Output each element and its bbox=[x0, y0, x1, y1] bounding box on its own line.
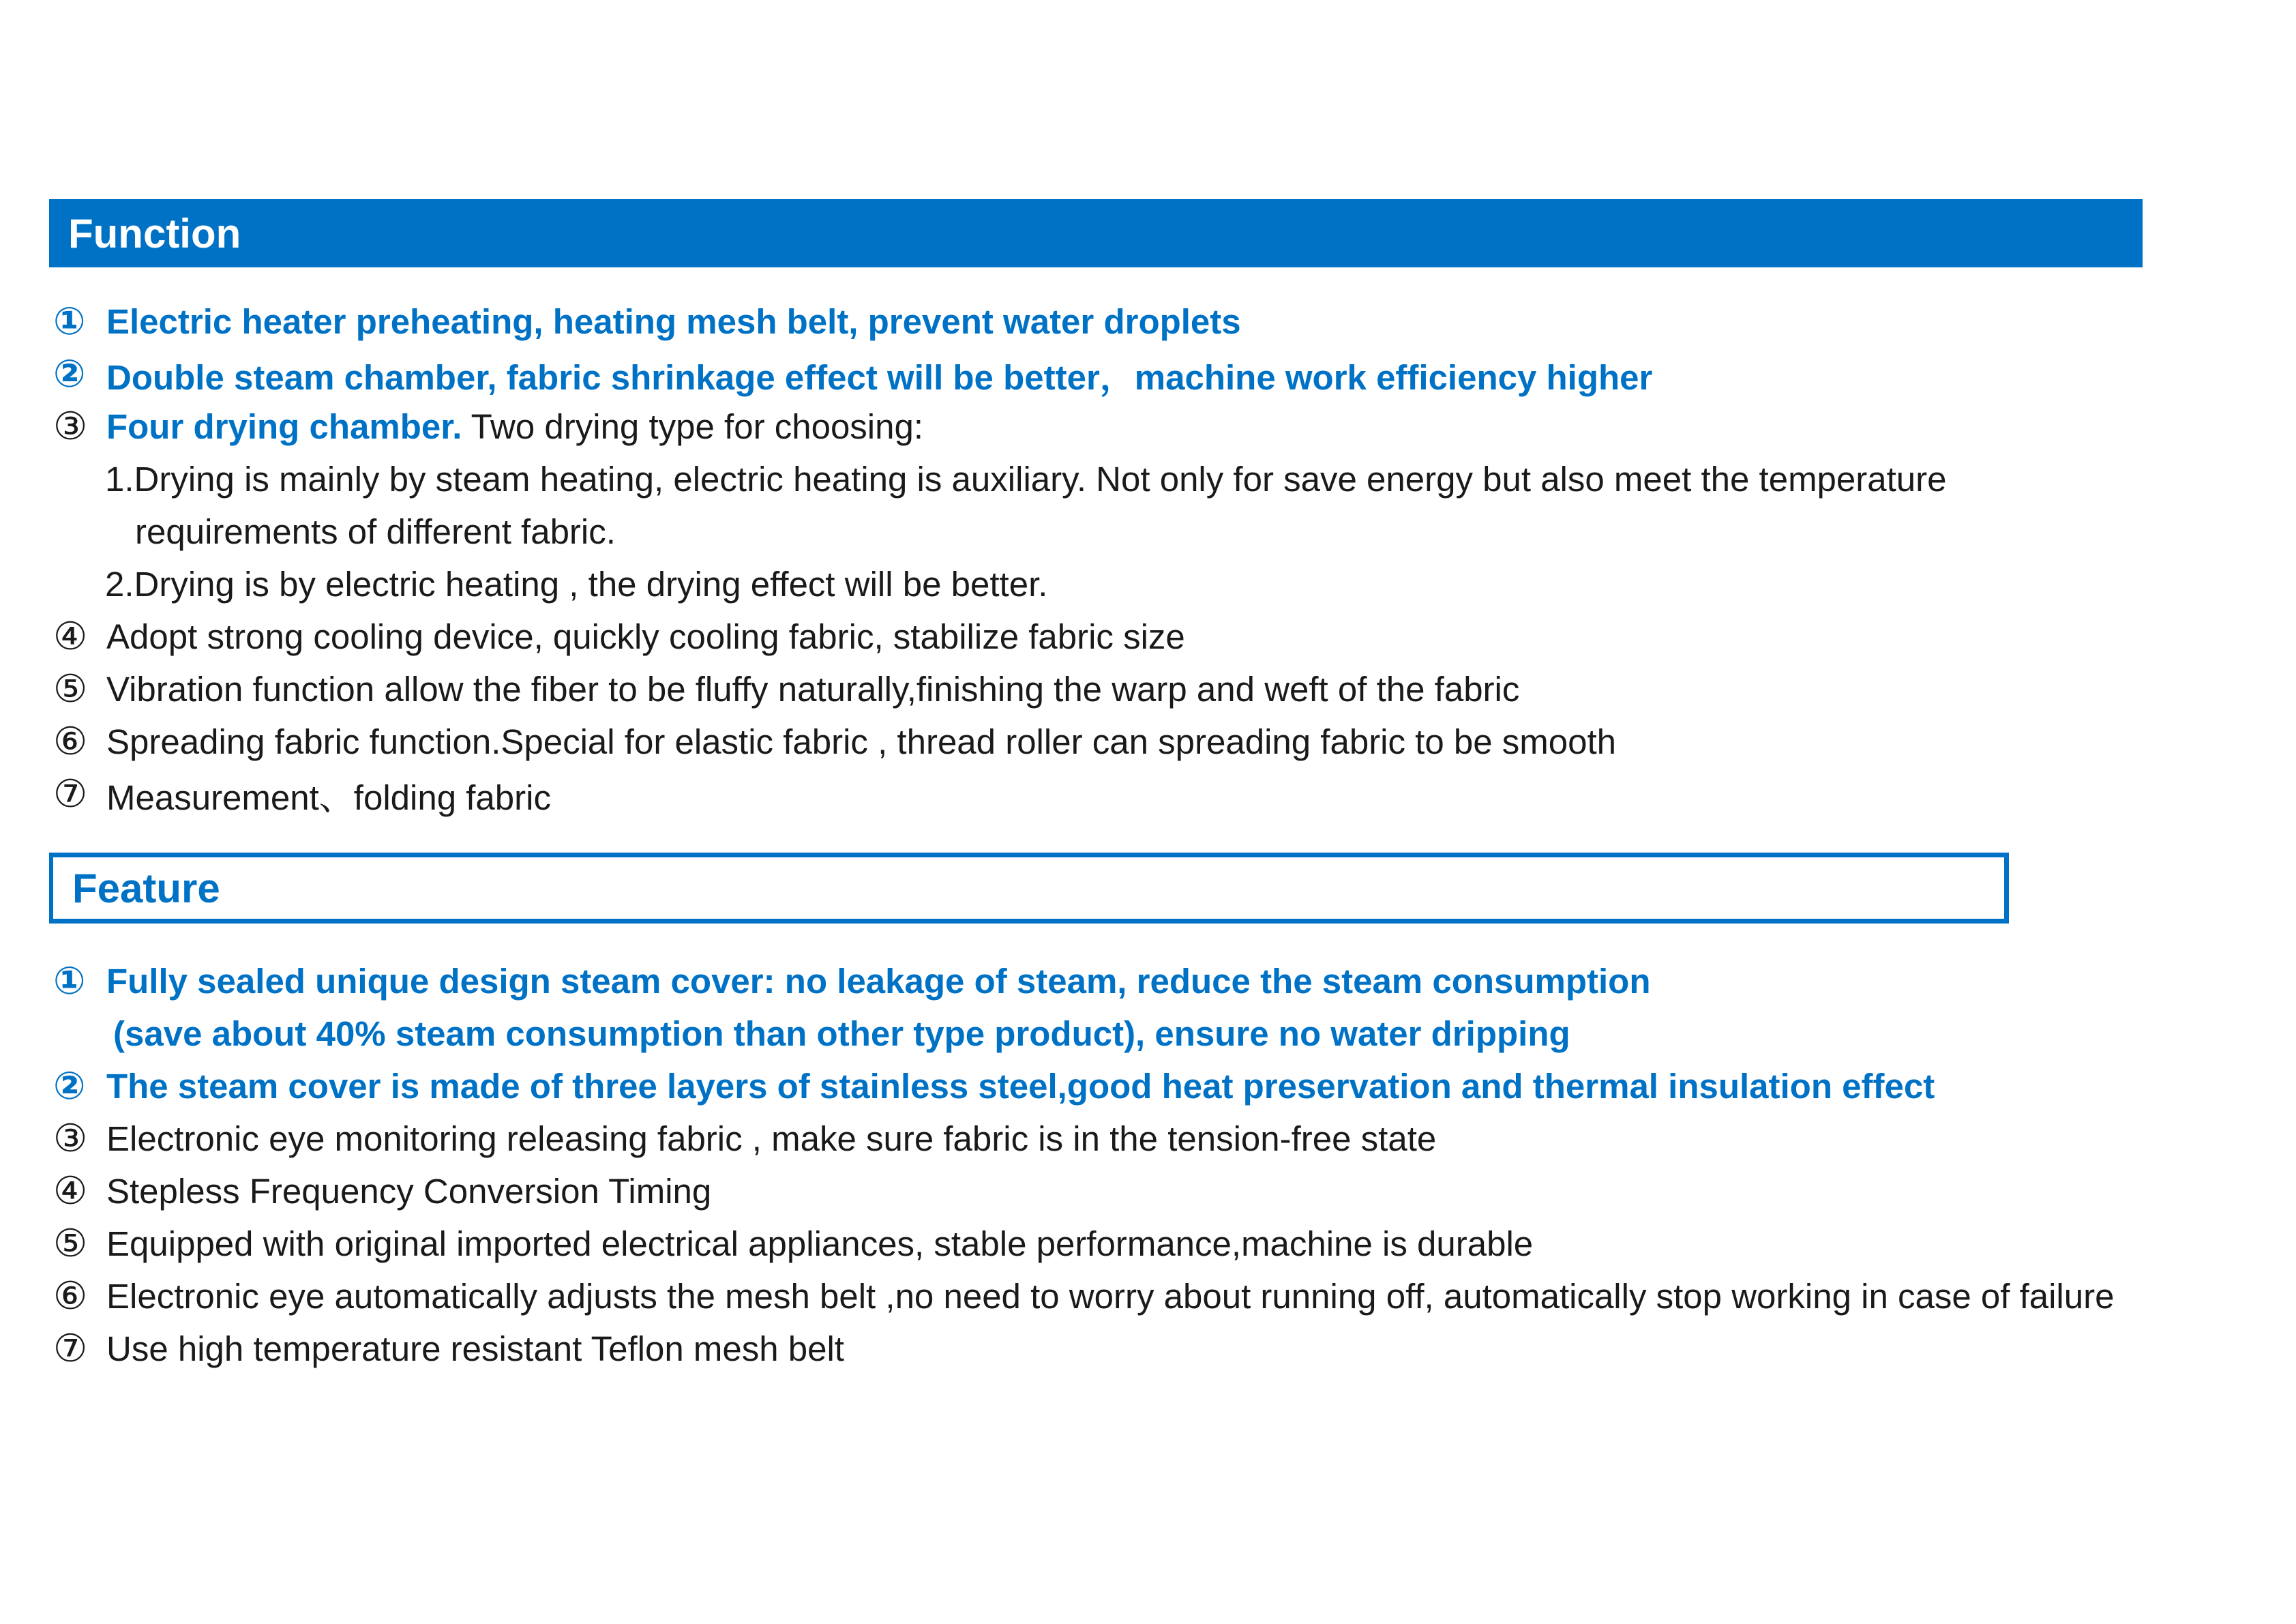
item-number: ④ bbox=[53, 1168, 88, 1213]
item-number: ④ bbox=[53, 614, 88, 659]
function-item-3 bbox=[53, 400, 1947, 453]
function-item-4 bbox=[53, 610, 1947, 663]
item-number: ① bbox=[53, 958, 86, 1003]
item-text: Spreading fabric function.Special for elastic fabric , thread roller can spreading fabric to be smooth bbox=[106, 722, 1617, 761]
feature-item-2 bbox=[53, 1060, 2114, 1112]
feature-item-4 bbox=[53, 1165, 2114, 1217]
item-bold-text: Double steam chamber, fabric shrinkage effect will be better，machine work efficiency higher bbox=[106, 357, 1653, 397]
item-text: Measurement、folding fabric bbox=[106, 778, 551, 817]
item-text: 1.Drying is mainly by steam heating, electric heating is auxiliary. Not only for save energy but also meet the temperature bbox=[105, 460, 1947, 499]
feature-title: Feature bbox=[72, 865, 220, 911]
item-bold-text: Electric heater preheating, heating mesh belt, prevent water droplets bbox=[106, 302, 1241, 341]
item-text: Adopt strong cooling device, quickly cooling fabric, stabilize fabric size bbox=[106, 617, 1185, 656]
item-bold-text: (save about 40% steam consumption than other type product), ensure no water dripping bbox=[113, 1014, 1570, 1053]
function-item-1 bbox=[53, 295, 1947, 348]
item-text: Two drying type for choosing: bbox=[462, 407, 924, 446]
function-subitem-2 bbox=[53, 558, 1947, 610]
feature-item-7 bbox=[53, 1323, 2114, 1375]
item-text: Vibration function allow the fiber to be fluffy naturally,finishing the warp and weft of the fabric bbox=[106, 670, 1520, 709]
item-text: requirements of different fabric. bbox=[135, 512, 616, 551]
item-bold-text: Four drying chamber. bbox=[106, 407, 462, 446]
feature-item-6 bbox=[53, 1270, 2114, 1323]
function-item-6 bbox=[53, 715, 1947, 768]
function-list bbox=[53, 295, 1947, 821]
feature-item-1 bbox=[53, 955, 2114, 1007]
item-number: ③ bbox=[53, 404, 88, 449]
item-number: ③ bbox=[53, 1116, 88, 1161]
item-number: ⑤ bbox=[53, 1221, 88, 1266]
item-number: ① bbox=[53, 299, 86, 344]
function-item-5 bbox=[53, 663, 1947, 715]
feature-item-3 bbox=[53, 1112, 2114, 1165]
item-number: ⑥ bbox=[53, 719, 88, 764]
item-text: Use high temperature resistant Teflon mesh belt bbox=[106, 1329, 844, 1368]
item-number: ⑥ bbox=[53, 1273, 88, 1318]
feature-list bbox=[53, 955, 2114, 1375]
feature-item-1-cont bbox=[53, 1007, 2114, 1060]
item-text: Equipped with original imported electrical appliances, stable performance,machine is durable bbox=[106, 1224, 1534, 1263]
function-section-header bbox=[49, 199, 2143, 267]
item-number: ⑦ bbox=[53, 1326, 88, 1371]
function-subitem-1 bbox=[53, 453, 1947, 505]
item-text: 2.Drying is by electric heating , the drying effect will be better. bbox=[105, 565, 1048, 604]
function-item-7 bbox=[53, 768, 1947, 821]
item-number: ② bbox=[53, 351, 86, 396]
feature-section-header bbox=[49, 853, 2009, 924]
item-number: ② bbox=[53, 1063, 86, 1108]
item-bold-text: Fully sealed unique design steam cover: no leakage of steam, reduce the steam consumption bbox=[106, 962, 1651, 1001]
function-subitem-1-cont bbox=[53, 505, 1947, 558]
item-text: Electronic eye automatically adjusts the mesh belt ,no need to worry about running off, automatically stop working in case of failure bbox=[106, 1277, 2115, 1316]
item-text: Stepless Frequency Conversion Timing bbox=[106, 1172, 712, 1211]
feature-item-5 bbox=[53, 1217, 2114, 1270]
item-number: ⑤ bbox=[53, 666, 88, 711]
item-text: Electronic eye monitoring releasing fabric , make sure fabric is in the tension-free state bbox=[106, 1119, 1437, 1158]
function-item-2 bbox=[53, 348, 1947, 400]
item-bold-text: The steam cover is made of three layers of stainless steel,good heat preservation and thermal insulation effect bbox=[106, 1067, 1935, 1106]
item-number: ⑦ bbox=[53, 771, 88, 816]
function-title: Function bbox=[68, 210, 241, 256]
